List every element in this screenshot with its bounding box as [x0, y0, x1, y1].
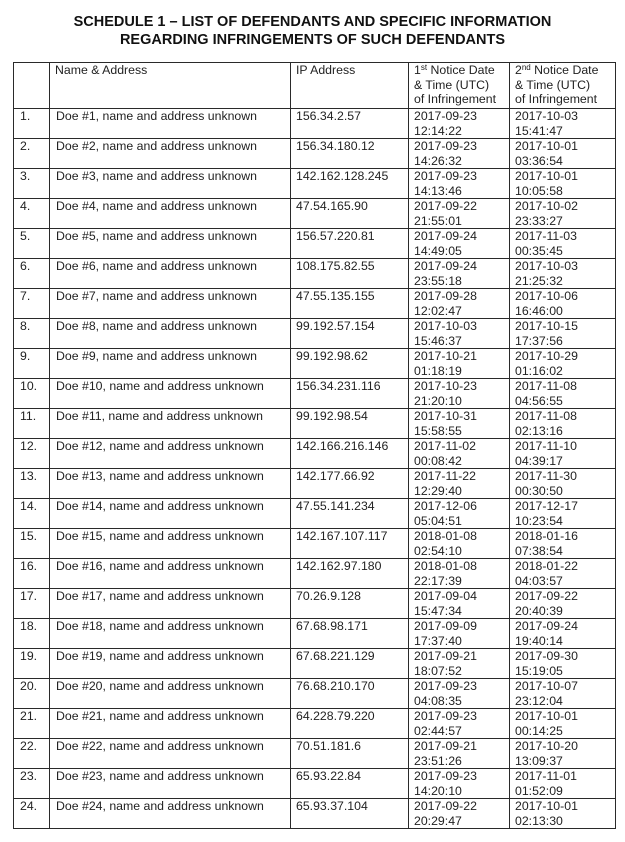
second-notice-datetime	[510, 439, 616, 469]
second-notice-time: 04:03:57	[515, 573, 563, 588]
second-notice-datetime	[510, 679, 616, 709]
second-notice-datetime	[510, 799, 616, 829]
second-notice-date: 2017-11-10	[515, 439, 577, 453]
second-notice-datetime	[510, 319, 616, 349]
first-notice-date: 2017-10-23	[414, 379, 477, 393]
second-notice-datetime	[510, 229, 616, 259]
ip-address: 70.51.181.6	[291, 739, 409, 769]
first-notice-datetime	[409, 319, 510, 349]
ip-address: 156.34.2.57	[291, 109, 409, 139]
second-notice-time: 19:40:14	[515, 633, 563, 648]
first-notice-time: 15:46:37	[414, 333, 462, 348]
ip-address: 156.34.180.12	[291, 139, 409, 169]
first-notice-datetime	[409, 559, 510, 589]
row-number: 17.	[14, 589, 50, 619]
row-number: 21.	[14, 709, 50, 739]
second-notice-datetime	[510, 619, 616, 649]
table-row	[14, 379, 616, 409]
defendants-table	[13, 62, 616, 829]
header-number	[14, 63, 50, 109]
first-notice-time: 14:49:05	[414, 243, 462, 258]
first-notice-date: 2017-09-23	[414, 109, 477, 123]
second-notice-date: 2017-11-03	[515, 229, 577, 243]
document-title	[0, 13, 625, 49]
row-number: 19.	[14, 649, 50, 679]
defendant-name: Doe #10, name and address unknown	[50, 379, 291, 409]
first-notice-date: 2017-12-06	[414, 499, 477, 513]
defendant-name: Doe #1, name and address unknown	[50, 109, 291, 139]
ip-address: 65.93.37.104	[291, 799, 409, 829]
defendant-name: Doe #21, name and address unknown	[50, 709, 291, 739]
first-notice-datetime	[409, 709, 510, 739]
second-notice-datetime	[510, 559, 616, 589]
first-notice-date: 2017-09-21	[414, 739, 477, 753]
first-notice-time: 21:20:10	[414, 393, 462, 408]
row-number: 24.	[14, 799, 50, 829]
first-notice-time: 15:47:34	[414, 603, 462, 618]
row-number: 15.	[14, 529, 50, 559]
first-notice-date: 2017-09-24	[414, 259, 477, 273]
first-notice-date: 2017-09-24	[414, 229, 477, 243]
second-notice-datetime	[510, 109, 616, 139]
second-notice-time: 00:30:50	[515, 483, 563, 498]
ip-address: 47.54.165.90	[291, 199, 409, 229]
first-notice-datetime	[409, 379, 510, 409]
second-notice-time: 01:16:02	[515, 363, 563, 378]
ip-address: 76.68.210.170	[291, 679, 409, 709]
defendant-name: Doe #2, name and address unknown	[50, 139, 291, 169]
second-notice-date: 2017-10-07	[515, 679, 578, 693]
row-number: 13.	[14, 469, 50, 499]
first-notice-time: 22:17:39	[414, 573, 462, 588]
second-notice-date: 2017-11-01	[515, 769, 577, 783]
second-notice-date: 2017-11-08	[515, 379, 577, 393]
first-notice-date: 2017-09-09	[414, 619, 477, 633]
ordinal: 1	[414, 63, 421, 77]
table-row	[14, 559, 616, 589]
table-row	[14, 739, 616, 769]
first-notice-date: 2017-09-04	[414, 589, 477, 603]
table-row	[14, 799, 616, 829]
row-number: 23.	[14, 769, 50, 799]
defendant-name: Doe #20, name and address unknown	[50, 679, 291, 709]
header-line-2: & Time (UTC)	[414, 77, 490, 92]
defendant-name: Doe #22, name and address unknown	[50, 739, 291, 769]
ordinal-suffix: nd	[521, 63, 531, 72]
first-notice-time: 02:54:10	[414, 543, 462, 558]
second-notice-date: 2017-10-01	[515, 169, 578, 183]
second-notice-date: 2017-10-03	[515, 259, 578, 273]
ip-address: 65.93.22.84	[291, 769, 409, 799]
first-notice-datetime	[409, 259, 510, 289]
row-number: 16.	[14, 559, 50, 589]
first-notice-time: 23:51:26	[414, 753, 462, 768]
ip-address: 99.192.57.154	[291, 319, 409, 349]
defendant-name: Doe #17, name and address unknown	[50, 589, 291, 619]
second-notice-date: 2017-10-20	[515, 739, 578, 753]
second-notice-date: 2017-09-30	[515, 649, 578, 663]
second-notice-date: 2017-09-22	[515, 589, 578, 603]
first-notice-time: 20:29:47	[414, 813, 462, 828]
first-notice-time: 17:37:40	[414, 633, 462, 648]
defendant-name: Doe #19, name and address unknown	[50, 649, 291, 679]
ip-address: 99.192.98.54	[291, 409, 409, 439]
first-notice-datetime	[409, 679, 510, 709]
second-notice-datetime	[510, 469, 616, 499]
second-notice-time: 02:13:30	[515, 813, 563, 828]
first-notice-datetime	[409, 799, 510, 829]
first-notice-datetime	[409, 739, 510, 769]
second-notice-datetime	[510, 139, 616, 169]
first-notice-datetime	[409, 499, 510, 529]
ip-address: 99.192.98.62	[291, 349, 409, 379]
first-notice-datetime	[409, 469, 510, 499]
defendant-name: Doe #8, name and address unknown	[50, 319, 291, 349]
row-number: 11.	[14, 409, 50, 439]
second-notice-time: 20:40:39	[515, 603, 563, 618]
table-row	[14, 649, 616, 679]
table-row	[14, 169, 616, 199]
table-row	[14, 229, 616, 259]
second-notice-datetime	[510, 169, 616, 199]
first-notice-date: 2017-09-22	[414, 799, 477, 813]
second-notice-time: 03:36:54	[515, 153, 563, 168]
ordinal: 2	[515, 63, 522, 77]
second-notice-datetime	[510, 409, 616, 439]
defendant-name: Doe #4, name and address unknown	[50, 199, 291, 229]
ip-address: 47.55.135.155	[291, 289, 409, 319]
ip-address: 142.162.128.245	[291, 169, 409, 199]
table-row	[14, 769, 616, 799]
first-notice-time: 12:29:40	[414, 483, 462, 498]
row-number: 6.	[14, 259, 50, 289]
first-notice-time: 21:55:01	[414, 213, 462, 228]
ip-address: 108.175.82.55	[291, 259, 409, 289]
first-notice-date: 2017-09-23	[414, 139, 477, 153]
second-notice-datetime	[510, 769, 616, 799]
first-notice-time: 12:02:47	[414, 303, 462, 318]
ip-address: 67.68.98.171	[291, 619, 409, 649]
table-row	[14, 619, 616, 649]
defendant-name: Doe #16, name and address unknown	[50, 559, 291, 589]
ip-address: 64.228.79.220	[291, 709, 409, 739]
title-line-2: REGARDING INFRINGEMENTS OF SUCH DEFENDANTS	[119, 32, 506, 48]
first-notice-date: 2017-10-03	[414, 319, 477, 333]
row-number: 3.	[14, 169, 50, 199]
header-ip-address: IP Address	[291, 63, 409, 109]
second-notice-time: 16:46:00	[515, 303, 563, 318]
first-notice-time: 04:08:35	[414, 693, 462, 708]
table-row	[14, 589, 616, 619]
ip-address: 142.166.216.146	[291, 439, 409, 469]
defendant-name: Doe #23, name and address unknown	[50, 769, 291, 799]
first-notice-date: 2017-09-21	[414, 649, 477, 663]
row-number: 9.	[14, 349, 50, 379]
second-notice-date: 2017-10-01	[515, 799, 578, 813]
first-notice-time: 02:44:57	[414, 723, 462, 738]
table-row	[14, 259, 616, 289]
table-row	[14, 529, 616, 559]
second-notice-time: 07:38:54	[515, 543, 563, 558]
row-number: 7.	[14, 289, 50, 319]
ip-address: 156.57.220.81	[291, 229, 409, 259]
defendant-name: Doe #3, name and address unknown	[50, 169, 291, 199]
first-notice-datetime	[409, 649, 510, 679]
second-notice-time: 01:52:09	[515, 783, 563, 798]
first-notice-datetime	[409, 409, 510, 439]
header-name-address: Name & Address	[50, 63, 291, 109]
second-notice-time: 00:35:45	[515, 243, 563, 258]
first-notice-time: 14:20:10	[414, 783, 462, 798]
title-line-1: SCHEDULE 1 – LIST OF DEFENDANTS AND SPECIFIC INFORMATION	[73, 14, 552, 30]
table-row	[14, 139, 616, 169]
first-notice-datetime	[409, 769, 510, 799]
row-number: 18.	[14, 619, 50, 649]
row-number: 2.	[14, 139, 50, 169]
header-first-notice	[409, 63, 510, 109]
row-number: 20.	[14, 679, 50, 709]
defendant-name: Doe #15, name and address unknown	[50, 529, 291, 559]
second-notice-date: 2017-10-03	[515, 109, 578, 123]
first-notice-time: 05:04:51	[414, 513, 462, 528]
first-notice-datetime	[409, 619, 510, 649]
second-notice-date: 2018-01-16	[515, 529, 578, 543]
second-notice-date: 2017-10-29	[515, 349, 578, 363]
second-notice-time: 02:13:16	[515, 423, 563, 438]
table-row	[14, 439, 616, 469]
ip-address: 70.26.9.128	[291, 589, 409, 619]
header-line-3: of Infringement	[515, 92, 598, 106]
row-number: 14.	[14, 499, 50, 529]
ip-address: 156.34.231.116	[291, 379, 409, 409]
second-notice-datetime	[510, 259, 616, 289]
header-line-1: Notice Date	[427, 63, 495, 77]
first-notice-time: 01:18:19	[414, 363, 462, 378]
second-notice-time: 23:12:04	[515, 693, 563, 708]
second-notice-datetime	[510, 199, 616, 229]
second-notice-datetime	[510, 589, 616, 619]
table-row	[14, 679, 616, 709]
second-notice-time: 17:37:56	[515, 333, 563, 348]
first-notice-date: 2018-01-08	[414, 559, 477, 573]
first-notice-datetime	[409, 199, 510, 229]
first-notice-date: 2017-09-22	[414, 199, 477, 213]
row-number: 5.	[14, 229, 50, 259]
first-notice-time: 15:58:55	[414, 423, 462, 438]
second-notice-date: 2017-11-08	[515, 409, 577, 423]
first-notice-date: 2017-11-02	[414, 439, 476, 453]
second-notice-time: 10:05:58	[515, 183, 563, 198]
second-notice-datetime	[510, 649, 616, 679]
first-notice-date: 2017-09-23	[414, 169, 477, 183]
second-notice-time: 04:56:55	[515, 393, 563, 408]
first-notice-date: 2017-09-28	[414, 289, 477, 303]
defendant-name: Doe #14, name and address unknown	[50, 499, 291, 529]
second-notice-time: 15:41:47	[515, 123, 563, 138]
first-notice-datetime	[409, 289, 510, 319]
first-notice-date: 2017-10-21	[414, 349, 477, 363]
first-notice-time: 18:07:52	[414, 663, 462, 678]
defendant-name: Doe #7, name and address unknown	[50, 289, 291, 319]
first-notice-date: 2017-09-23	[414, 709, 477, 723]
row-number: 10.	[14, 379, 50, 409]
table-row	[14, 469, 616, 499]
ip-address: 142.167.107.117	[291, 529, 409, 559]
table-row	[14, 109, 616, 139]
second-notice-date: 2017-09-24	[515, 619, 578, 633]
second-notice-date: 2017-10-06	[515, 289, 578, 303]
second-notice-datetime	[510, 289, 616, 319]
ip-address: 142.162.97.180	[291, 559, 409, 589]
second-notice-datetime	[510, 379, 616, 409]
second-notice-date: 2017-12-17	[515, 499, 578, 513]
table-row	[14, 499, 616, 529]
second-notice-time: 10:23:54	[515, 513, 563, 528]
defendant-name: Doe #24, name and address unknown	[50, 799, 291, 829]
defendant-name: Doe #12, name and address unknown	[50, 439, 291, 469]
second-notice-datetime	[510, 739, 616, 769]
header-line-1: Notice Date	[530, 63, 599, 77]
first-notice-time: 12:14:22	[414, 123, 462, 138]
second-notice-time: 21:25:32	[515, 273, 563, 288]
second-notice-time: 15:19:05	[515, 663, 563, 678]
ip-address: 47.55.141.234	[291, 499, 409, 529]
row-number: 22.	[14, 739, 50, 769]
first-notice-datetime	[409, 229, 510, 259]
first-notice-datetime	[409, 529, 510, 559]
defendant-name: Doe #13, name and address unknown	[50, 469, 291, 499]
second-notice-time: 13:09:37	[515, 753, 563, 768]
first-notice-time: 14:13:46	[414, 183, 462, 198]
row-number: 12.	[14, 439, 50, 469]
second-notice-datetime	[510, 349, 616, 379]
first-notice-time: 23:55:18	[414, 273, 462, 288]
first-notice-datetime	[409, 439, 510, 469]
defendant-name: Doe #5, name and address unknown	[50, 229, 291, 259]
first-notice-time: 00:08:42	[414, 453, 462, 468]
ip-address: 67.68.221.129	[291, 649, 409, 679]
header-line-3: of Infringement	[414, 92, 497, 106]
first-notice-date: 2017-11-22	[414, 469, 476, 483]
first-notice-datetime	[409, 109, 510, 139]
table-row	[14, 319, 616, 349]
second-notice-datetime	[510, 529, 616, 559]
header-line-2: & Time (UTC)	[515, 77, 591, 92]
second-notice-datetime	[510, 499, 616, 529]
table-header-row	[14, 63, 616, 109]
table-row	[14, 349, 616, 379]
first-notice-date: 2017-09-23	[414, 679, 477, 693]
row-number: 1.	[14, 109, 50, 139]
second-notice-time: 00:14:25	[515, 723, 563, 738]
first-notice-time: 14:26:32	[414, 153, 462, 168]
first-notice-date: 2018-01-08	[414, 529, 477, 543]
table-row	[14, 409, 616, 439]
first-notice-datetime	[409, 589, 510, 619]
row-number: 8.	[14, 319, 50, 349]
table-row	[14, 199, 616, 229]
second-notice-date: 2017-10-15	[515, 319, 578, 333]
second-notice-time: 23:33:27	[515, 213, 563, 228]
second-notice-date: 2018-01-22	[515, 559, 578, 573]
defendant-name: Doe #11, name and address unknown	[50, 409, 291, 439]
header-second-notice	[510, 63, 616, 109]
second-notice-time: 04:39:17	[515, 453, 563, 468]
first-notice-datetime	[409, 169, 510, 199]
second-notice-date: 2017-10-01	[515, 709, 578, 723]
first-notice-datetime	[409, 139, 510, 169]
table-row	[14, 709, 616, 739]
second-notice-date: 2017-11-30	[515, 469, 577, 483]
ip-address: 142.177.66.92	[291, 469, 409, 499]
row-number: 4.	[14, 199, 50, 229]
first-notice-date: 2017-09-23	[414, 769, 477, 783]
second-notice-date: 2017-10-02	[515, 199, 578, 213]
second-notice-datetime	[510, 709, 616, 739]
first-notice-datetime	[409, 349, 510, 379]
ordinal-suffix: st	[420, 63, 428, 72]
first-notice-date: 2017-10-31	[414, 409, 477, 423]
defendant-name: Doe #9, name and address unknown	[50, 349, 291, 379]
defendant-name: Doe #6, name and address unknown	[50, 259, 291, 289]
defendant-name: Doe #18, name and address unknown	[50, 619, 291, 649]
table-row	[14, 289, 616, 319]
second-notice-date: 2017-10-01	[515, 139, 578, 153]
